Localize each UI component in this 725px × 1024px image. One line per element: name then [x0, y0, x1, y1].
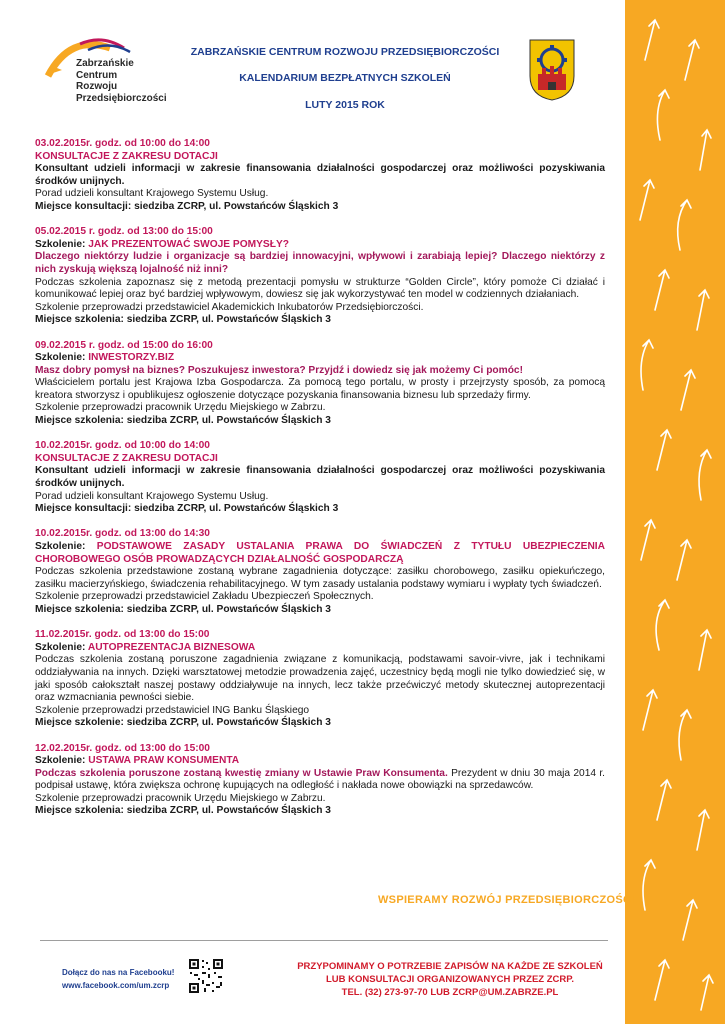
signup-reminder	[270, 960, 630, 999]
list-item	[35, 226, 605, 327]
event-trainer: Szkolenie przeprowadzi przedstawiciel ING Banku Śląskiego	[35, 704, 310, 716]
list-item	[35, 138, 605, 214]
event-date: 10.02.2015r. godz. od 10:00 do 14:00	[35, 440, 210, 452]
event-title: KONSULTACJE Z ZAKRESU DOTACJI	[35, 150, 218, 162]
event-description: Podczas szkolenia zostaną poruszone zagadnienia związane z komunikacją, podstawami savoir-vivre, jak i technikami oddziaływania na innych. Dzięki warsztatowej metodzie prowadzenia zajęć, uczestnicy będą mogli nie tylko dowiedzieć się, w jaki sposób całokształt naszej postawy oddziaływuje na innych, lecz także przećwiczyć metody skutecznej autoprezentacji oraz wzmacniania pewności siebie.	[35, 654, 605, 704]
arrow-pattern-icon	[625, 0, 725, 1024]
event-title: INWESTORZY.BIZ	[88, 352, 175, 364]
event-date: 12.02.2015r. godz. od 13:00 do 15:00	[35, 742, 210, 754]
event-place: Miejsce szkolenia: siedziba ZCRP, ul. Powstańców Śląskich 3	[35, 805, 331, 817]
event-date: 03.02.2015r. godz. od 10:00 do 14:00	[35, 138, 210, 149]
logo-text: Zabrzańskie Centrum Rozwoju Przedsiębiorczości	[76, 58, 167, 104]
event-label: Szkolenie:	[35, 755, 89, 767]
event-trainer: Szkolenie przeprowadzi pracownik Urzędu Miejskiego w Zabrzu.	[35, 402, 326, 414]
event-place: Miejsce konsultacji: siedziba ZCRP, ul. Powstańców Śląskich 3	[35, 200, 339, 212]
event-title: JAK PREZENTOWAĆ SWOJE POMYSŁY?	[88, 238, 289, 250]
event-date: 10.02.2015r. godz. od 13:00 do 14:30	[35, 528, 210, 540]
reminder-line-2: LUB KONSULTACJI ORGANIZOWANYCH PRZEZ ZCRP.	[325, 974, 575, 985]
facebook-link[interactable]: www.facebook.com/um.zcrp	[62, 981, 170, 990]
zabrze-crest-icon	[528, 38, 576, 102]
event-date: 09.02.2015 r. godz. od 15:00 do 16:00	[35, 339, 213, 351]
reminder-line-1: PRZYPOMINAMY O POTRZEBIE ZAPISÓW NA KAŻDE ZE SZKOLEŃ	[297, 961, 603, 972]
event-date: 11.02.2015r. godz. od 13:00 do 15:00	[35, 629, 210, 641]
event-lead: Podczas szkolenia poruszone zostaną kwestię zmiany w Ustawie Praw Konsumenta.	[35, 767, 448, 779]
event-label: Szkolenie:	[35, 352, 89, 364]
list-item	[35, 340, 605, 428]
event-heading	[35, 352, 605, 365]
list-item	[35, 528, 605, 616]
header-title: KALENDARIUM BEZPŁATNYCH SZKOLEŃ	[239, 72, 451, 84]
event-description: Podczas szkolenia przedstawione zostaną wybrane zagadnienia dotyczące: zasiłku chorobowego, zasiłku opiekuńczego, zasiłku macierzyńskiego, świadczenia rehabilitacyjnego. W tym zasady ustalania podstawy wymiaru i wypłaty tych świadczeń.	[35, 566, 605, 590]
qr-code-icon	[188, 958, 224, 994]
event-description-bold: Konsultant udzieli informacji w zakresie finansowania działalności gospodarczej oraz możliwości pozyskiwania środków unijnych.	[35, 163, 605, 187]
event-title: USTAWA PRAW KONSUMENTA	[88, 755, 240, 767]
event-title: KONSULTACJE Z ZAKRESU DOTACJI	[35, 452, 218, 464]
event-description: Porad udzieli konsultant Krajowego Systemu Usług.	[35, 490, 269, 502]
event-place: Miejsce szkolenia: siedziba ZCRP, ul. Powstańców Śląskich 3	[35, 415, 331, 427]
event-description: Podczas szkolenia zapoznasz się z metodą prezentacji pomysłu w strukturze “Golden Circle”, który pomoże Ci działać i komunikować lepiej oraz być bardziej wpływowym, dowiesz się jak wykorzystywać ten model w codziennych działaniach.	[35, 276, 605, 301]
event-label: Szkolenie:	[35, 641, 88, 653]
event-place: Miejsce szkolenia: siedziba ZCRP, ul. Powstańców Śląskich 3	[35, 603, 331, 615]
event-label: Szkolenie:	[35, 238, 89, 250]
list-item	[35, 629, 605, 730]
calendar-list	[35, 138, 605, 831]
event-title: AUTOPREZENTACJA BIZNESOWA	[87, 641, 256, 653]
event-place: Miejsce szkolenia: siedziba ZCRP, ul. Powstańców Śląskich 3	[35, 314, 331, 326]
event-date: 05.02.2015 r. godz. od 13:00 do 15:00	[35, 226, 213, 238]
event-heading	[35, 642, 605, 655]
event-heading	[35, 755, 605, 768]
slogan: WSPIERAMY ROZWÓJ PRZEDSIĘBIORCZOŚCI	[378, 894, 635, 906]
reminder-contact: TEL. (32) 273-97-70 LUB ZCRP@UM.ZABRZE.PL	[341, 987, 559, 998]
list-item	[35, 743, 605, 819]
event-trainer: Szkolenie przeprowadzi przedstawiciel Zakładu Ubezpieczeń Społecznych.	[35, 591, 374, 603]
event-description: Porad udzieli konsultant Krajowego Systemu Usług.	[35, 188, 269, 200]
event-description	[35, 768, 605, 793]
event-trainer: Szkolenie przeprowadzi przedstawiciel Akademickich Inkubatorów Przedsiębiorczości.	[35, 301, 424, 313]
header-month: LUTY 2015 ROK	[305, 99, 385, 111]
event-heading	[35, 239, 605, 252]
event-description-bold: Konsultant udzieli informacji w zakresie finansowania działalności gospodarczej oraz możliwości pozyskiwania środków unijnych.	[35, 465, 605, 490]
event-place: Miejsce szkolenie: siedziba ZCRP, ul. Powstańców Śląskich 3	[35, 717, 331, 729]
event-label: Szkolenie:	[35, 541, 97, 552]
footer-divider	[40, 940, 608, 941]
event-heading	[35, 541, 605, 566]
facebook-info	[62, 966, 174, 992]
event-lead: Dlaczego niektórzy ludzie i organizacje są bardziej innowacyjni, wpływowi i zarabiają lepiej? Dlaczego niektórzy z nich zyskują większą lojalność niż inni?	[35, 251, 605, 275]
arrow-pattern-strip	[625, 0, 725, 1024]
facebook-invite: Dołącz do nas na Facebooku!	[62, 968, 175, 977]
event-description: Właścicielem portalu jest Krajowa Izba Gospodarcza. Za pomocą tego portalu, w prosty i przejrzysty sposób, za pomocą kreatora stworzysz i opublikujesz ogłoszenie dotyczące pozyskania finansowania biznesu lub sprzedaży firmy.	[35, 377, 605, 401]
event-title: PODSTAWOWE ZASADY USTALANIA PRAWA DO ŚWIADCZEŃ Z TYTUŁU UBEZPIECZENIA CHOROBOWEGO OSÓB PROWADZĄCYCH DZIAŁALNOŚĆ GOSPODARCZĄ	[35, 541, 605, 565]
header-organization: ZABRZAŃSKIE CENTRUM ROZWOJU PRZEDSIĘBIORCZOŚCI	[190, 46, 500, 58]
event-description-rest: Prezydent w dniu 30 maja 2014 r. podpisał ustawę, która zwiększa ochronę kupujących na odległość i nakłada nowe obowiązki na sprzedawców.	[35, 767, 605, 792]
event-trainer: Szkolenie przeprowadzi pracownik Urzędu Miejskiego w Zabrzu.	[35, 792, 326, 804]
event-lead: Masz dobry pomysł na biznes? Poszukujesz inwestora? Przyjdź i dowiedz się jak możemy Ci pomóc!	[35, 364, 523, 376]
list-item	[35, 440, 605, 516]
event-place: Miejsce konsultacji: siedziba ZCRP, ul. Powstańców Śląskich 3	[35, 503, 339, 515]
